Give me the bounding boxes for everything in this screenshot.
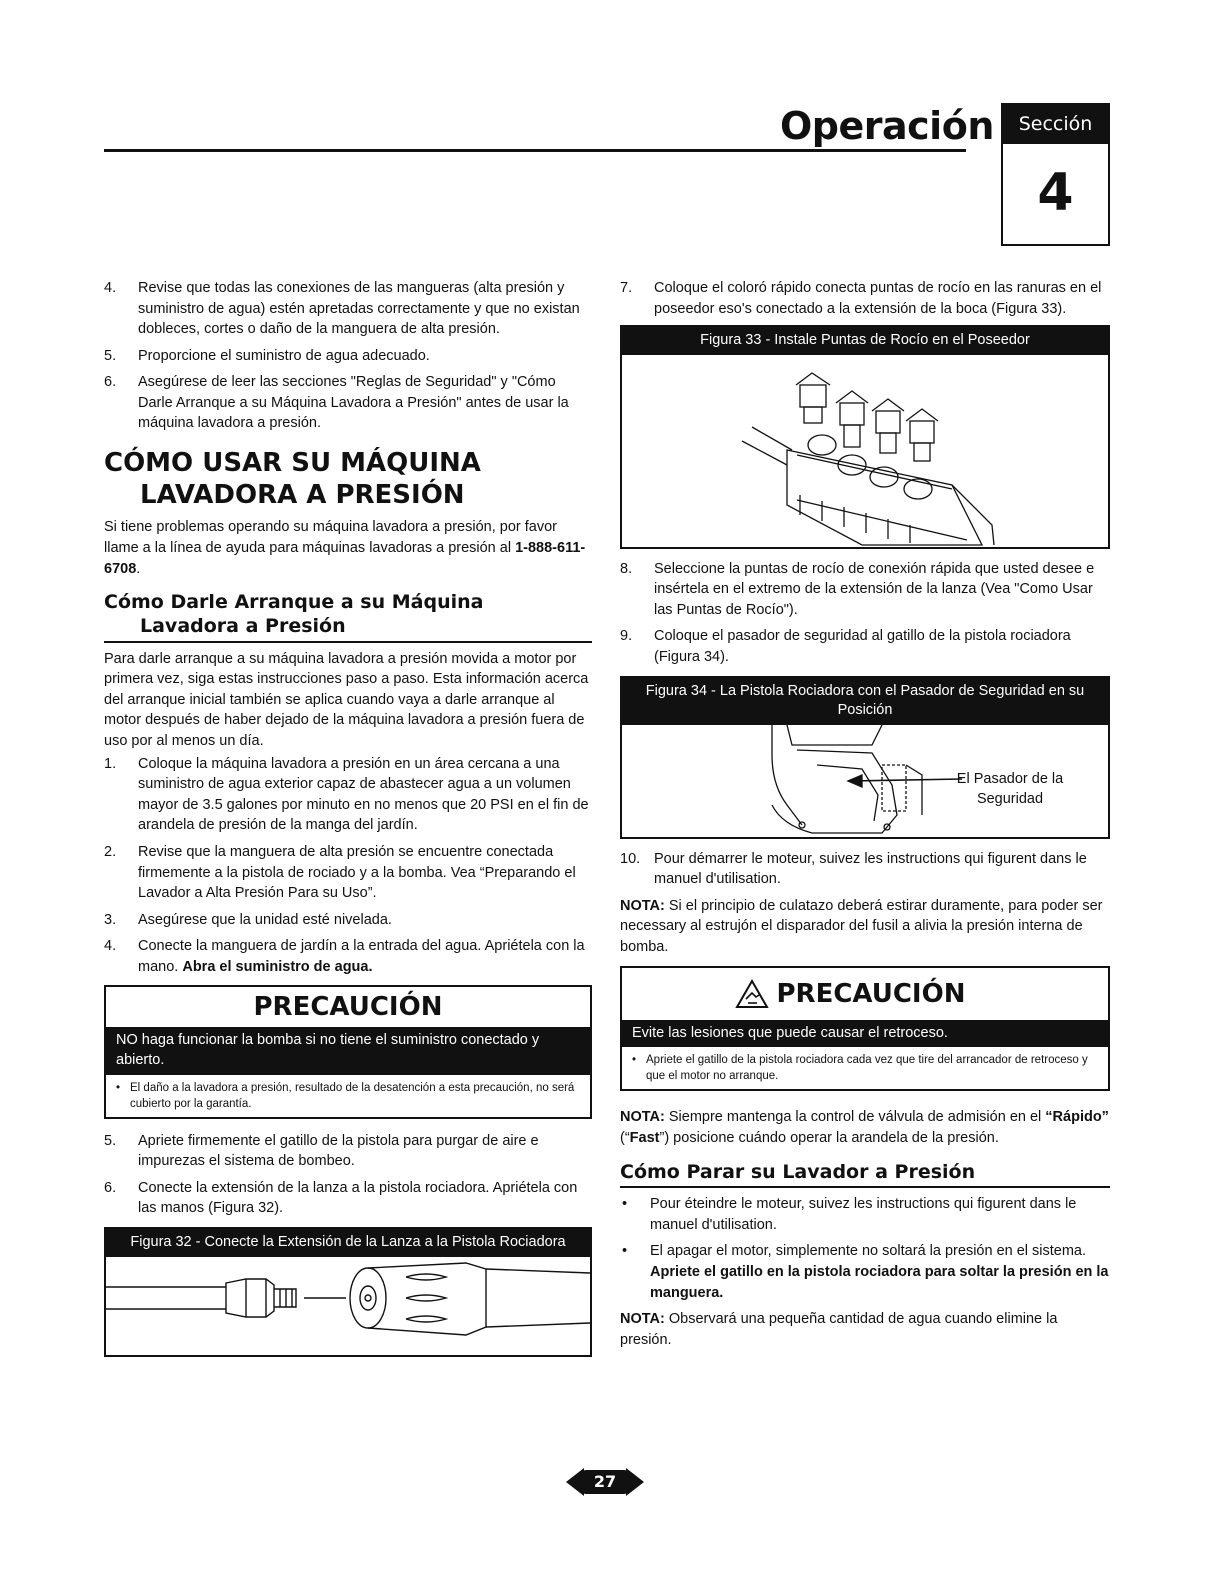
stop-bold: Apriete el gatillo en la pistola rociadora para soltar la presión en la manguera. (650, 1264, 1109, 1301)
figure-33 (620, 325, 1110, 549)
item-text: Coloque el pasador de seguridad al gatillo de la pistola rociadora (Figura 34). (654, 628, 1071, 666)
section-number: 4 (1037, 163, 1074, 223)
start-steps (104, 754, 592, 978)
note-text: Observará una pequeña cantidad de agua cuando elimine la presión. (620, 1311, 1058, 1348)
help-end: . (136, 560, 141, 577)
item-text (650, 1241, 1110, 1303)
item-text: Proporcione el suministro de agua adecuado. (138, 347, 430, 364)
item-number: 2. (104, 843, 117, 860)
note-2 (620, 1107, 1110, 1148)
note-text: Siempre mantenga la control de válvula de admisión en el (664, 1109, 1046, 1126)
note-3 (620, 1309, 1110, 1350)
item-number: 6. (104, 1179, 117, 1196)
help-text: Si tiene problemas operando su máquina lavadora a presión, por favor llame a la línea de ayuda para máquinas lavadoras a presión al (104, 519, 557, 557)
list-item (620, 849, 1110, 890)
section-heading (104, 448, 592, 511)
caution-title: PRECAUCIÓN (253, 992, 443, 1023)
right-column (620, 278, 1110, 1356)
section-label: Sección (1003, 105, 1108, 144)
list-item (620, 559, 1110, 621)
figure-caption: Figura 33 - Instale Puntas de Rocío en el Poseedor (622, 327, 1108, 355)
page-number-badge (564, 1464, 646, 1500)
item-number: 3. (104, 911, 117, 928)
item-text: Asegúrese de leer las secciones "Reglas de Seguridad" y "Cómo Darle Arranque a su Máquina Lavadora a Presión" antes de usar la máquina lavadora a presión. (138, 374, 569, 432)
item-text: Revise que todas las conexiones de las mangueras (alta presión y suministro de agua) estén apretadas correctamente y que no existan dobleces, cortes o daño de la manguera de alta presión. (138, 280, 580, 338)
list-item (104, 842, 592, 904)
item-text: Apriete firmemente el gatillo de la pistola para purgar de aire e impurezas el sistema de bombeo. (138, 1132, 539, 1170)
bullet-icon: • (116, 1081, 121, 1094)
list-item (620, 1241, 1110, 1303)
item-number: 1. (104, 755, 117, 772)
item-number: 5. (104, 1132, 117, 1149)
caution-bar: NO haga funcionar la bomba si no tiene el suministro conectado y abierto. (106, 1027, 590, 1074)
note-text: ”) posicione cuándo operar la arandela de la presión. (659, 1129, 999, 1146)
note-text: Si el principio de culatazo deberá estirar duramente, para poder ser necessary al estrujón el disparador del fusil a alivia la presión interna de bomba. (620, 897, 1103, 956)
note-label: NOTA: (620, 1311, 665, 1328)
section-badge (1001, 103, 1110, 246)
item-number: 7. (620, 280, 633, 296)
note-bold: “Rápido” (1045, 1109, 1109, 1126)
caution-title-row (622, 968, 1108, 1020)
list-item (104, 754, 592, 836)
help-paragraph (104, 517, 592, 579)
steps-after (104, 1131, 592, 1219)
start-intro: Para darle arranque a su máquina lavadora a presión movida a motor por primera vez, siga estas instrucciones paso a paso. Esta información acerca del arranque inicial también se aplica cuando vaya a darle arranque al motor después de haber dejado de la máquina lavadora a presión fuera de uso por al menos un día. (104, 650, 589, 750)
list-item (104, 372, 592, 434)
figure-34-illustration (622, 725, 1108, 837)
bullet-icon: • (622, 1196, 628, 1213)
list-item (620, 626, 1110, 667)
figure-32 (104, 1227, 592, 1357)
heading-line: CÓMO USAR SU MÁQUINA (104, 448, 481, 479)
figure-32-illustration (106, 1257, 590, 1355)
list-item (104, 936, 592, 977)
item-text: Seleccione la puntas de rocío de conexión rápida que usted desee e insértela en el extremo de la extensión de la lanza (Vea "Como Usar las Puntas de Rocío"). (654, 560, 1095, 618)
intro-list (104, 278, 592, 434)
caution-bullet-text: El daño a la lavadora a presión, resultado de la desatención a esta precaución, no será cubierto por la garantía. (130, 1081, 575, 1110)
caution-bullets (622, 1047, 1108, 1089)
note-label: NOTA: (620, 897, 665, 914)
label-line: El Pasador de la (956, 770, 1064, 787)
heading-line: Lavadora a Presión (140, 614, 346, 637)
stop-list (620, 1194, 1110, 1303)
item-text: Coloque la máquina lavadora a presión en un área cercana a una suministro de agua exterior capaz de abastecer agua a un volumen mayor de 3.5 galones por minuto en no menos que 20 PSI en el fin de arandela de presión de la manga del jardín. (138, 755, 589, 834)
item-text: Coloque el coloró rápido conecta puntas de rocío en las ranuras en el poseedor eso's conectado a la extensión de la boca (Figura 33). (654, 280, 1102, 317)
figure-34 (620, 676, 1110, 839)
caution-box (104, 985, 592, 1118)
heading-line: LAVADORA A PRESIÓN (140, 479, 465, 510)
item-number: 4. (104, 280, 117, 296)
left-column (104, 278, 592, 1367)
page-number: 27 (593, 1472, 617, 1491)
step4-bold: Abra el suministro de agua. (182, 958, 373, 975)
note-1 (620, 896, 1110, 958)
step10-list (620, 849, 1110, 890)
spray-tips-illustration (622, 355, 1108, 547)
figure-33-illustration (622, 355, 1108, 547)
figure-caption: Figura 34 - La Pistola Rociadora con el Pasador de Seguridad en su Posición (622, 678, 1108, 725)
note-label: NOTA: (620, 1109, 665, 1126)
lance-extension-illustration (106, 1257, 590, 1355)
caution-box (620, 966, 1110, 1092)
safety-pin-label (950, 769, 1070, 810)
stop-text: El apagar el motor, simplemente no soltará la presión en el sistema. (650, 1243, 1087, 1260)
steps-8-9 (620, 559, 1110, 668)
item-number: 9. (620, 628, 633, 645)
caution-bullets (106, 1075, 590, 1117)
header-rule (104, 149, 966, 152)
stop-heading: Cómo Parar su Lavador a Presión (620, 1161, 1110, 1189)
list-item (104, 278, 592, 340)
note-text: (“ (620, 1129, 630, 1146)
item-text: Pour démarrer le moteur, suivez les instructions qui figurent dans le manuel d'utilisation. (654, 850, 1087, 888)
item-text (138, 936, 592, 977)
list-item (104, 1131, 592, 1172)
item-number: 4. (104, 938, 117, 955)
warning-triangle-icon (735, 979, 769, 1009)
step4-text: Conecte la manguera de jardín a la entrada del agua. Apriétela con la mano. (138, 938, 585, 975)
item-text: Asegúrese que la unidad esté nivelada. (138, 911, 392, 928)
item-text: Revise que la manguera de alta presión se encuentre conectada firmemente a la pistola de rociado y a la bomba. Vea “Preparando el Lavador a Alta Presión Para su Uso”. (138, 843, 576, 902)
note-bold: Fast (629, 1129, 660, 1146)
item-number: 8. (620, 560, 633, 577)
item-text: Pour éteindre le moteur, suivez les instructions qui figurent dans le manuel d'utilisation. (650, 1196, 1077, 1233)
list-item (620, 278, 1110, 319)
figure-caption: Figura 32 - Conecte la Extensión de la Lanza a la Pistola Rociadora (106, 1229, 590, 1257)
item-text: Conecte la extensión de la lanza a la pistola rociadora. Apriétela con las manos (Figura 32). (138, 1179, 578, 1217)
list-item (620, 1194, 1110, 1235)
start-heading (104, 591, 592, 643)
heading-line: Cómo Darle Arranque a su Máquina (104, 591, 484, 614)
item-number: 10. (620, 850, 641, 867)
page-title: Operación (780, 104, 994, 148)
item-number: 6. (104, 374, 117, 391)
bullet-icon: • (622, 1243, 628, 1260)
list-item (104, 346, 592, 367)
step7-list (620, 278, 1110, 319)
caution-bullet-text: Apriete el gatillo de la pistola rociadora cada vez que tire del arrancador de retroceso y que el motor no arranque. (646, 1054, 1088, 1083)
caution-title: PRECAUCIÓN (776, 978, 966, 1009)
list-item (104, 1178, 592, 1219)
bullet-icon: • (632, 1054, 637, 1067)
help-phone: 1-888-611-6708 (104, 540, 586, 577)
item-number: 5. (104, 347, 117, 364)
label-line: Seguridad (976, 791, 1044, 808)
list-item (104, 910, 592, 931)
caution-bar: Evite las lesiones que puede causar el retroceso. (622, 1020, 1108, 1048)
